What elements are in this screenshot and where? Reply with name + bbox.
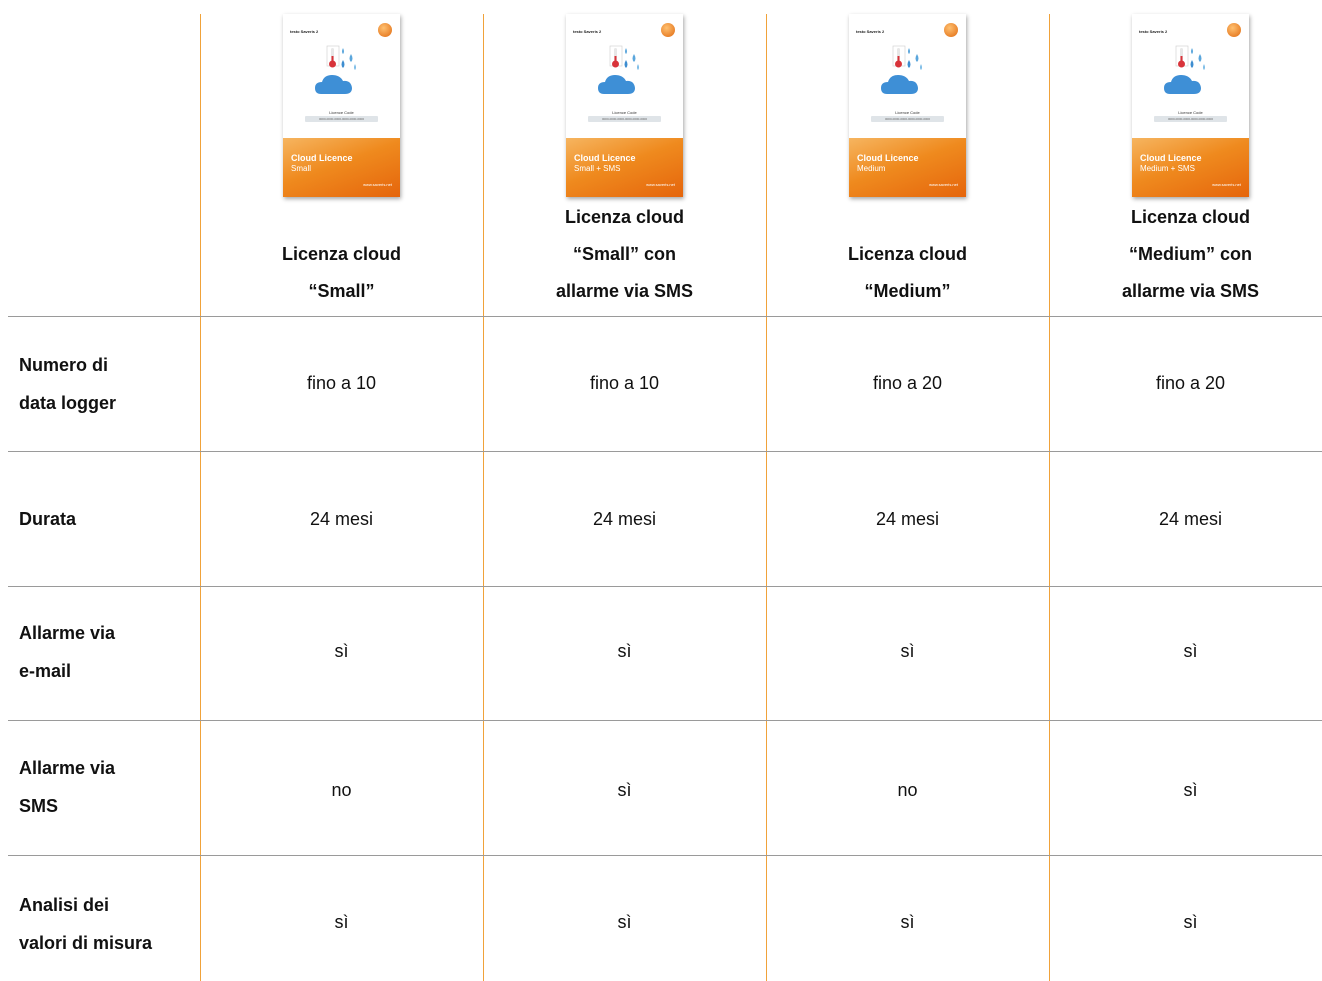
card-brand: testo Saveris 2 (290, 29, 319, 34)
row-label-line: Allarme via (19, 758, 116, 778)
table-cell: sì (900, 912, 915, 932)
card-url: www.saveris.net (646, 182, 675, 187)
thermometer-drops-cloud-icon (313, 42, 369, 102)
card-code: 0000-0000-0000-0000-0000-0000 (871, 116, 944, 122)
row-label-line: valori di misura (19, 933, 153, 953)
card-subtitle: Small + SMS (574, 164, 621, 173)
heading-line: Licenza cloud (1130, 207, 1251, 227)
table-cell: sì (617, 780, 632, 800)
row-label-line: data logger (19, 393, 117, 413)
row-separator (8, 855, 1322, 856)
card-url: www.saveris.net (363, 182, 392, 187)
column-divider (766, 14, 767, 981)
heading-line: Licenza cloud (281, 244, 402, 264)
table-cell: sì (334, 912, 349, 932)
card-code-label: Licence Code (895, 110, 920, 115)
row-label-durata (19, 500, 199, 538)
testo-logo-icon (1227, 23, 1241, 37)
column-heading-small (200, 236, 483, 310)
heading-line: “Medium” (864, 281, 951, 301)
row-label-line: Numero di (19, 355, 109, 375)
heading-line: “Small” (308, 281, 375, 301)
row-label-allarme-sms (19, 749, 199, 825)
heading-line: “Medium” con (1128, 244, 1252, 264)
product-card-small (283, 14, 400, 197)
thermometer-drops-cloud-icon (596, 42, 652, 102)
table-cell: 24 mesi (875, 509, 940, 529)
card-subtitle: Small (291, 164, 312, 173)
row-label-line: Analisi dei (19, 895, 110, 915)
table-cell: fino a 10 (589, 373, 660, 393)
row-label-line: SMS (19, 796, 59, 816)
card-code-label: Licence Code (329, 110, 354, 115)
column-divider (200, 14, 201, 981)
card-url: www.saveris.net (929, 182, 958, 187)
column-heading-medium-sms (1049, 199, 1322, 310)
testo-logo-icon (944, 23, 958, 37)
row-label-line: Allarme via (19, 623, 116, 643)
card-brand: testo Saveris 2 (573, 29, 602, 34)
card-url: www.saveris.net (1212, 182, 1241, 187)
table-cell: sì (1183, 641, 1198, 661)
testo-logo-icon (378, 23, 392, 37)
card-code-label: Licence Code (612, 110, 637, 115)
heading-line: Licenza cloud (564, 207, 685, 227)
table-cell: sì (1183, 780, 1198, 800)
table-cell: no (331, 780, 352, 800)
testo-logo-icon (661, 23, 675, 37)
card-subtitle: Medium (857, 164, 886, 173)
row-label-line: Durata (19, 509, 77, 529)
table-cell: 24 mesi (592, 509, 657, 529)
row-label-line: e-mail (19, 661, 72, 681)
product-card-medium-sms (1132, 14, 1249, 197)
card-title: Cloud Licence (1140, 153, 1202, 163)
card-title: Cloud Licence (574, 153, 636, 163)
heading-line: allarme via SMS (1121, 281, 1260, 301)
table-cell: no (897, 780, 918, 800)
product-card-small-sms (566, 14, 683, 197)
table-cell: sì (1183, 912, 1198, 932)
card-title: Cloud Licence (857, 153, 919, 163)
card-brand: testo Saveris 2 (856, 29, 885, 34)
row-separator (8, 720, 1322, 721)
table-cell: fino a 20 (1155, 373, 1226, 393)
table-cell: sì (334, 641, 349, 661)
column-heading-medium (766, 236, 1049, 310)
row-separator (8, 451, 1322, 452)
card-code-label: Licence Code (1178, 110, 1203, 115)
row-separator (8, 586, 1322, 587)
card-brand: testo Saveris 2 (1139, 29, 1168, 34)
row-label-data-logger (19, 346, 199, 422)
card-title: Cloud Licence (291, 153, 353, 163)
table-cell: sì (900, 641, 915, 661)
heading-line: “Small” con (572, 244, 677, 264)
row-label-analisi (19, 886, 199, 962)
table-cell: fino a 10 (306, 373, 377, 393)
card-subtitle: Medium + SMS (1140, 164, 1195, 173)
table-cell: fino a 20 (872, 373, 943, 393)
row-label-allarme-email (19, 614, 199, 690)
table-cell: 24 mesi (1158, 509, 1223, 529)
row-separator (8, 316, 1322, 317)
heading-line: Licenza cloud (847, 244, 968, 264)
product-card-medium (849, 14, 966, 197)
heading-line: allarme via SMS (555, 281, 694, 301)
thermometer-drops-cloud-icon (879, 42, 935, 102)
table-cell: sì (617, 912, 632, 932)
card-code: 0000-0000-0000-0000-0000-0000 (588, 116, 661, 122)
thermometer-drops-cloud-icon (1162, 42, 1218, 102)
table-cell: sì (617, 641, 632, 661)
column-heading-small-sms (483, 199, 766, 310)
column-divider (1049, 14, 1050, 981)
column-divider (483, 14, 484, 981)
table-cell: 24 mesi (309, 509, 374, 529)
card-code: 0000-0000-0000-0000-0000-0000 (1154, 116, 1227, 122)
card-code: 0000-0000-0000-0000-0000-0000 (305, 116, 378, 122)
